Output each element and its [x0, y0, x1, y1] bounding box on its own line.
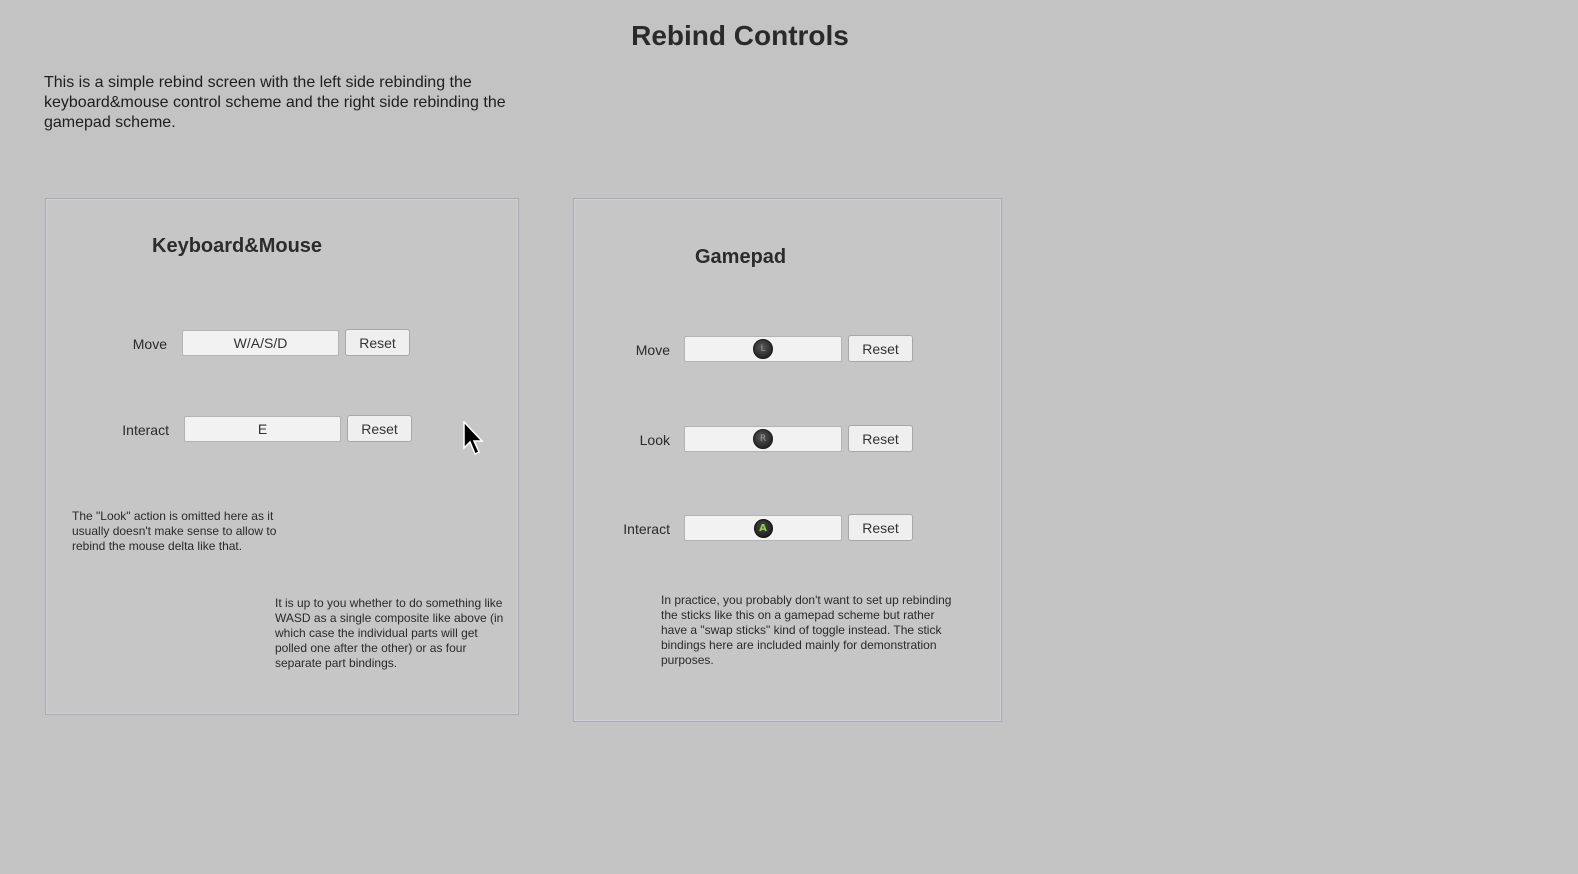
kb-interact-label: Interact	[122, 422, 169, 438]
gp-move-binding-button[interactable]	[684, 336, 842, 362]
right-stick-icon: R	[753, 429, 773, 449]
a-button-icon: A	[754, 519, 773, 538]
left-stick-icon: L	[753, 339, 773, 359]
gp-look-label: Look	[639, 432, 670, 448]
kb-interact-binding-button[interactable]: E	[184, 416, 341, 442]
mouse-cursor-icon	[463, 421, 485, 457]
gamepad-panel-title: Gamepad	[695, 246, 787, 268]
gp-move-reset-button[interactable]: Reset	[848, 335, 913, 362]
gp-look-reset-button[interactable]: Reset	[848, 425, 913, 452]
gp-interact-binding-button[interactable]	[684, 515, 842, 541]
kb-interact-reset-button[interactable]: Reset	[347, 415, 412, 442]
gp-sticks-note: In practice, you probably don't want to set up rebinding the sticks like this on a gamepad scheme but rather have a "swap sticks" kind of toggle instead. The stick bindings here are included mainly for demonstration purposes.	[661, 593, 952, 667]
kb-move-label: Move	[132, 336, 167, 352]
gp-interact-label: Interact	[623, 521, 670, 537]
page-title: Rebind Controls	[631, 20, 849, 51]
kb-move-binding-button[interactable]: W/A/S/D	[182, 330, 339, 356]
gp-move-label: Move	[635, 342, 670, 358]
keyboard-mouse-panel	[45, 198, 519, 715]
gp-look-binding-button[interactable]	[684, 426, 842, 452]
keyboard-panel-title: Keyboard&Mouse	[152, 235, 323, 257]
kb-move-reset-button[interactable]: Reset	[345, 329, 410, 356]
gamepad-panel	[573, 198, 1002, 722]
kb-look-note: The "Look" action is omitted here as it usually doesn't make sense to allow to rebind the mouse delta like that.	[72, 509, 277, 553]
kb-composite-note: It is up to you whether to do something like WASD as a single composite like above (in which case the individual parts will get polled one after the other) or as four separate part bindings.	[275, 596, 504, 670]
intro-text: This is a simple rebind screen with the left side rebinding the keyboard&mouse control scheme and the right side rebinding the gamepad scheme.	[44, 74, 506, 131]
gp-interact-reset-button[interactable]: Reset	[848, 514, 913, 541]
